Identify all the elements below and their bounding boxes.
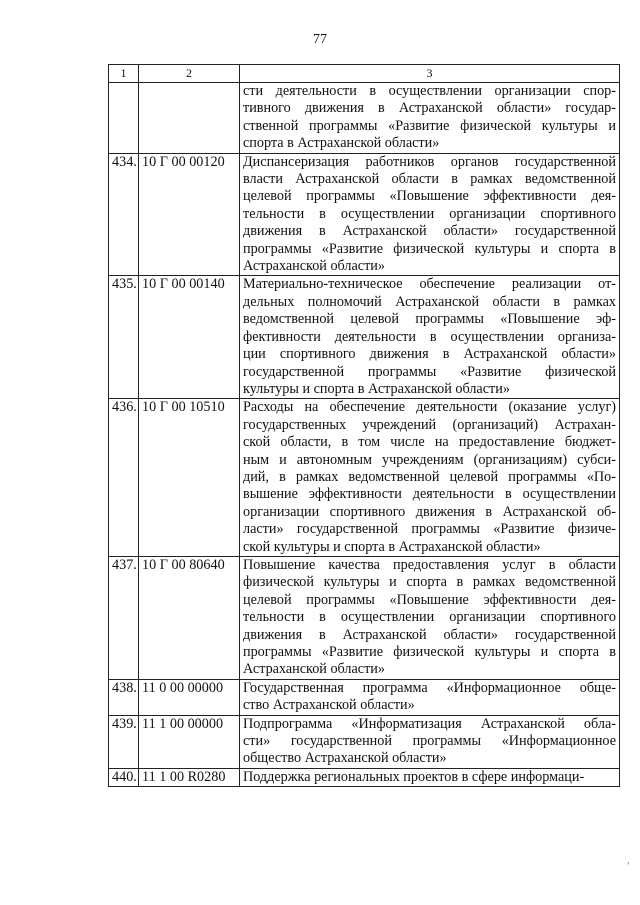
description-line: ской культуры и спорта в Астраханской области» xyxy=(243,538,541,555)
row-description xyxy=(240,276,620,399)
budget-table xyxy=(108,64,620,787)
description-line: фективности деятельности в осуществлении организа- xyxy=(243,328,616,345)
description-line: Подпрограмма «Информатизация Астраханской обла- xyxy=(243,715,616,732)
budget-code xyxy=(139,83,240,154)
description-line: Расходы на обеспечение деятельности (оказание услуг) xyxy=(243,399,616,416)
description-line: целевой программы «Повышение эффективности дея- xyxy=(243,188,616,205)
budget-code: 10 Г 00 10510 xyxy=(139,399,240,557)
description-line: дельных полномочий Астраханской области в рамках xyxy=(243,293,616,310)
header-col-2: 2 xyxy=(139,65,240,83)
description-line: целевой программы «Повышение эффективности дея- xyxy=(243,591,616,608)
table-row xyxy=(109,768,620,786)
row-number: 434. xyxy=(109,153,139,276)
description-line: программы «Развитие физической культуры и спорта в xyxy=(243,644,616,660)
row-description xyxy=(240,556,620,679)
row-description xyxy=(240,83,620,154)
description-line: сти» государственной программы «Информационное xyxy=(243,733,616,750)
description-line: культуры и спорта в Астраханской области» xyxy=(243,380,510,397)
table-header-row xyxy=(109,65,620,83)
table-row xyxy=(109,153,620,276)
description-line: Поддержка региональных проектов в сфере информаци- xyxy=(243,768,585,785)
description-line: Материально-техническое обеспечение реализации от- xyxy=(243,276,616,293)
description-line: вышение эффективности деятельности в осуществлении xyxy=(243,486,616,503)
budget-code: 11 0 00 00000 xyxy=(139,679,240,715)
row-description xyxy=(240,715,620,768)
budget-code: 10 Г 00 80640 xyxy=(139,556,240,679)
description-line: ской области, в том числе на предоставление бюджет- xyxy=(243,434,616,451)
description-line: программы «Развитие физической культуры и спорта в xyxy=(243,240,616,257)
description-line: ции спортивного движения в Астраханской области» xyxy=(243,346,616,363)
description-line: ным и автономным учреждениям (организациям) субси- xyxy=(243,451,616,468)
row-description xyxy=(240,679,620,715)
budget-code: 11 1 00 00000 xyxy=(139,715,240,768)
description-line: тельности в осуществлении организации спортивного xyxy=(243,609,616,626)
description-line: Диспансеризация работников органов государственной xyxy=(243,153,616,170)
row-number: 437. xyxy=(109,556,139,679)
description-line: власти Астраханской области в рамках ведомственной xyxy=(243,171,616,188)
table-row xyxy=(109,83,620,154)
row-number xyxy=(109,83,139,154)
row-description xyxy=(240,768,620,786)
description-line: общество Астраханской области» xyxy=(243,750,447,767)
description-line: тивного движения в Астраханской области» государ- xyxy=(243,100,616,117)
header-col-1: 1 xyxy=(109,65,139,83)
row-number: 436. xyxy=(109,399,139,557)
description-line: дий, в рамках ведомственной целевой программы «По- xyxy=(243,468,616,485)
description-line: ведомственной целевой программы «Повышение эф- xyxy=(243,311,616,328)
row-number: 440. xyxy=(109,768,139,786)
budget-code: 11 1 00 R0280 xyxy=(139,768,240,786)
description-line: движения в Астраханской области» государственной xyxy=(243,223,616,240)
table-row xyxy=(109,276,620,399)
table-row xyxy=(109,715,620,768)
row-description xyxy=(240,153,620,276)
description-line: Государственная программа «Информационное обще- xyxy=(243,679,616,696)
table-row xyxy=(109,679,620,715)
row-number: 438. xyxy=(109,679,139,715)
page-number: 77 xyxy=(313,32,327,47)
table-row xyxy=(109,556,620,679)
description-line: Астраханской области» xyxy=(243,258,385,275)
description-line: движения в Астраханской области» государственной xyxy=(243,626,616,643)
description-line: ство Астраханской области» xyxy=(243,697,415,714)
description-line: государственной программы «Развитие физической xyxy=(243,363,616,380)
description-line: спорта в Астраханской области» xyxy=(243,135,440,152)
description-line: Повышение качества предоставления услуг в области xyxy=(243,556,616,573)
row-number: 435. xyxy=(109,276,139,399)
budget-code: 10 Г 00 00120 xyxy=(139,153,240,276)
header-col-3: 3 xyxy=(240,65,620,83)
budget-code: 10 Г 00 00140 xyxy=(139,276,240,399)
description-line: Астраханской области» xyxy=(243,661,385,678)
description-line: ственной программы «Развитие физической культуры и xyxy=(243,117,616,134)
row-description xyxy=(240,399,620,557)
description-line: физической культуры и спорта в рамках ведомственной xyxy=(243,574,616,591)
table-row xyxy=(109,399,620,557)
row-number: 439. xyxy=(109,715,139,768)
description-line: сти деятельности в осуществлении организации спор- xyxy=(243,83,616,99)
description-line: тельности в осуществлении организации спортивного xyxy=(243,205,616,222)
description-line: государственных учреждений (организаций) Астрахан- xyxy=(243,416,616,433)
description-line: организации спортивного движения в Астраханской об- xyxy=(243,503,616,520)
description-line: ласти» государственной программы «Развитие физиче- xyxy=(243,521,616,538)
